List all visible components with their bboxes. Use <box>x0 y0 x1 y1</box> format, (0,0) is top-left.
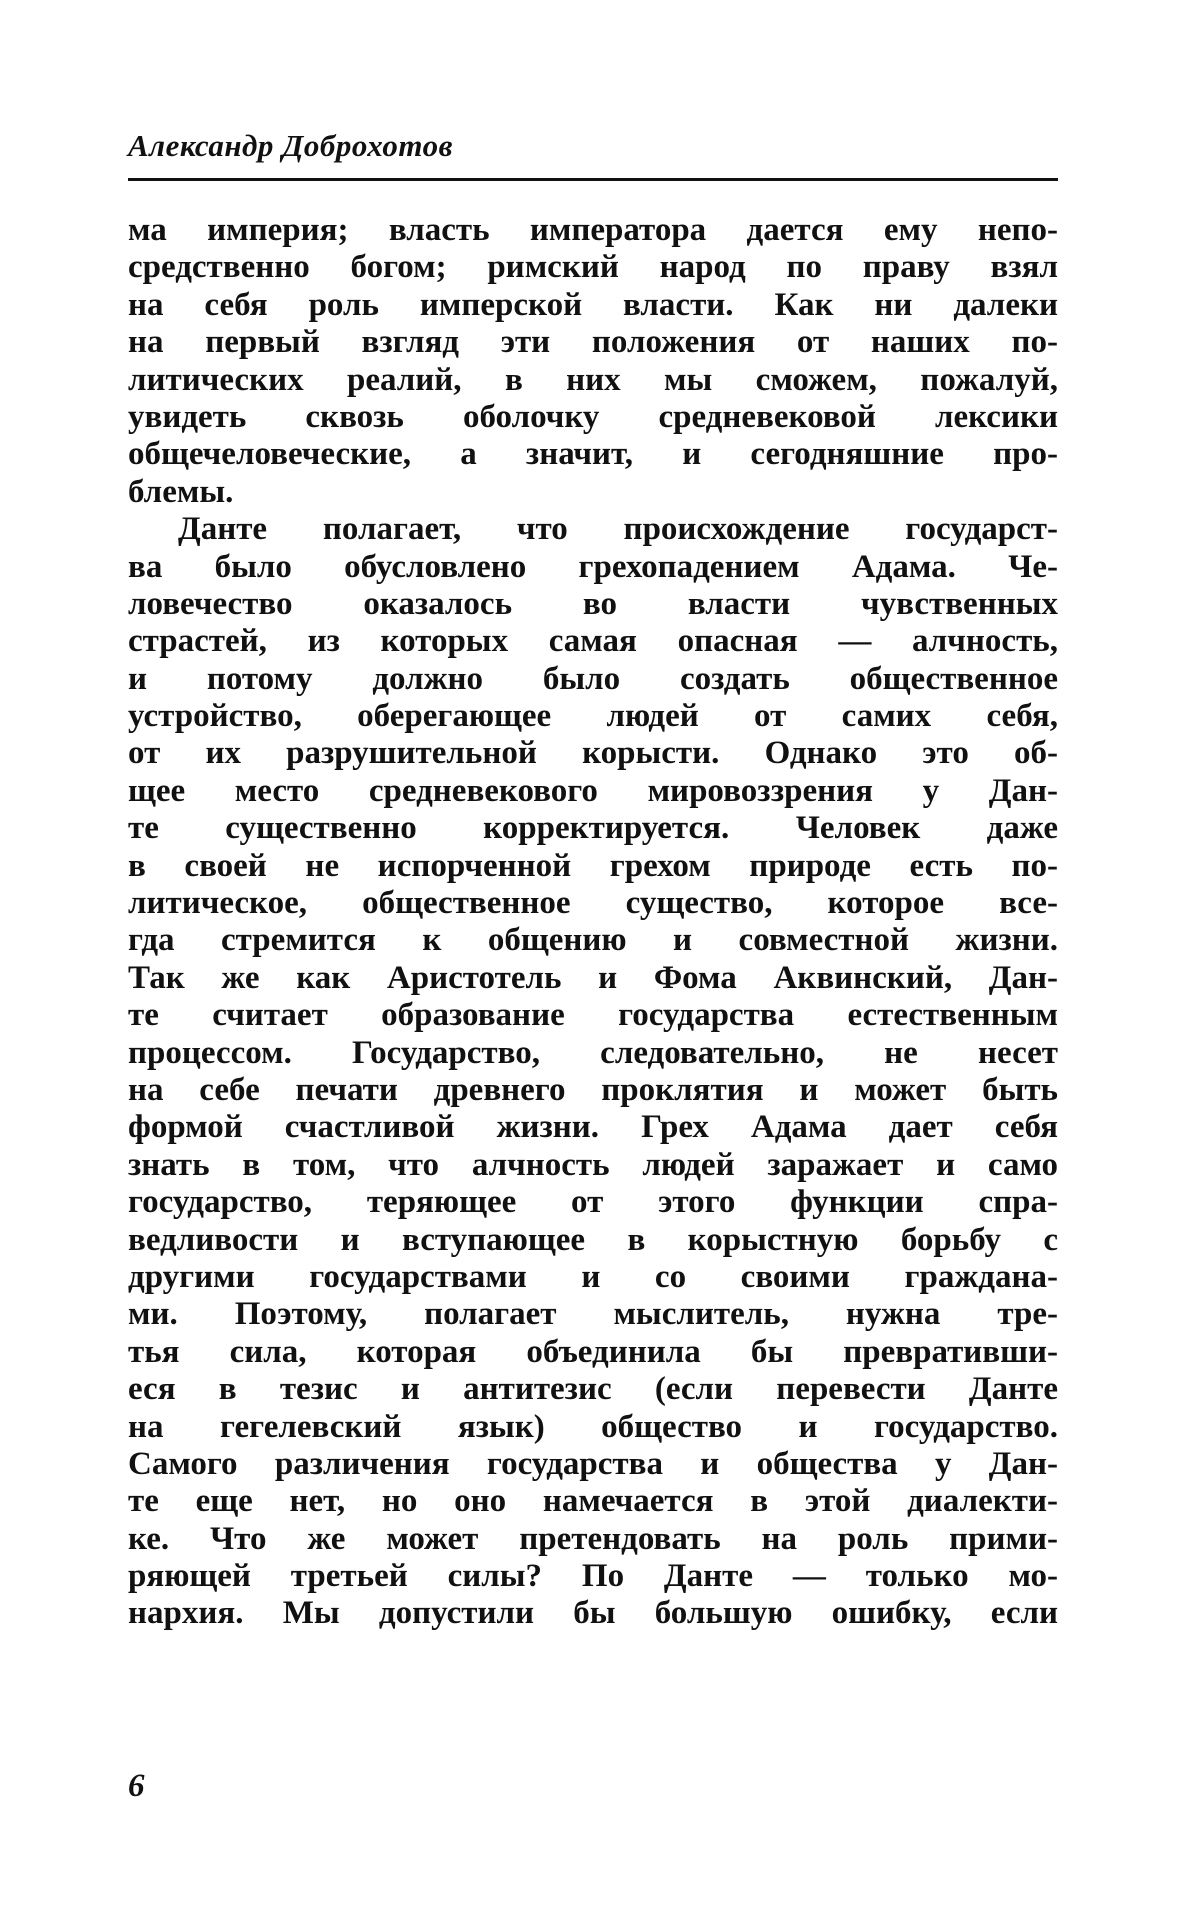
paragraph-first-line: Данте полагает, что происхождение государст- <box>178 511 1058 548</box>
text-line: ловечество оказалось во власти чувственных <box>128 585 1058 622</box>
header-rule <box>128 178 1058 181</box>
text-line: ряющей третьей силы? По Данте — только мо- <box>128 1558 1058 1595</box>
page-number: 6 <box>128 1768 145 1804</box>
text-line: увидеть сквозь оболочку средневековой лексики <box>128 398 1058 435</box>
text-line: щее место средневекового мировоззрения у Дан- <box>128 772 1058 809</box>
text-line: другими государствами и со своими граждана- <box>128 1258 1058 1295</box>
text-line: на первый взгляд эти положения от наших по- <box>128 324 1058 361</box>
text-line: формой счастливой жизни. Грех Адама дает себя <box>128 1109 1058 1146</box>
text-line: государство, теряющее от этого функции спра- <box>128 1184 1058 1221</box>
text-line: гда стремится к общению и совместной жизни. <box>128 922 1058 959</box>
text-line: ке. Что же может претендовать на роль прими- <box>128 1520 1058 1557</box>
text-line: ми. Поэтому, полагает мыслитель, нужна тре- <box>128 1296 1058 1333</box>
text-line: Самого различения государства и общества у Дан- <box>128 1445 1058 1482</box>
text-line: ма империя; власть императора дается ему непо- <box>128 212 1058 248</box>
text-line: еся в тезис и антитезис (если перевести Данте <box>128 1371 1058 1408</box>
text-line: те еще нет, но оно намечается в этой диалекти- <box>128 1483 1058 1520</box>
running-head: Александр Доброхотов <box>128 128 453 163</box>
text-line: тья сила, которая объединила бы превративши- <box>128 1333 1058 1370</box>
text-line: средственно богом; римский народ по праву взял <box>128 249 1058 286</box>
text-line: знать в том, что алчность людей заражает и само <box>128 1146 1058 1183</box>
text-line: блемы. <box>128 473 234 510</box>
text-line: устройство, оберегающее людей от самих себя, <box>128 698 1058 735</box>
text-line: в своей не испорченной грехом природе есть по- <box>128 847 1058 884</box>
body-text <box>128 212 1058 1633</box>
text-line: ведливости и вступающее в корыстную борьбу с <box>128 1221 1058 1258</box>
text-line: и потому должно было создать общественное <box>128 660 1058 697</box>
text-line: те считает образование государства естественным <box>128 997 1058 1034</box>
text-line: нархия. Мы допустили бы большую ошибку, если <box>128 1595 1058 1632</box>
text-line: от их разрушительной корысти. Однако это об- <box>128 735 1058 772</box>
text-line: страстей, из которых самая опасная — алчность, <box>128 623 1058 660</box>
text-line: литическое, общественное существо, которое все- <box>128 885 1058 922</box>
text-line: Так же как Аристотель и Фома Аквинский, Дан- <box>128 959 1058 996</box>
text-line: на гегелевский язык) общество и государство. <box>128 1408 1058 1445</box>
text-line: литических реалий, в них мы сможем, пожалуй, <box>128 361 1058 398</box>
text-line: общечеловеческие, а значит, и сегодняшние про- <box>128 436 1058 473</box>
text-line: на себя роль имперской власти. Как ни далеки <box>128 286 1058 323</box>
text-line: на себе печати древнего проклятия и может быть <box>128 1071 1058 1108</box>
text-line: процессом. Государство, следовательно, не несет <box>128 1034 1058 1071</box>
text-line: ва было обусловлено грехопадением Адама. Че- <box>128 548 1058 585</box>
text-line: те существенно корректируется. Человек даже <box>128 810 1058 847</box>
